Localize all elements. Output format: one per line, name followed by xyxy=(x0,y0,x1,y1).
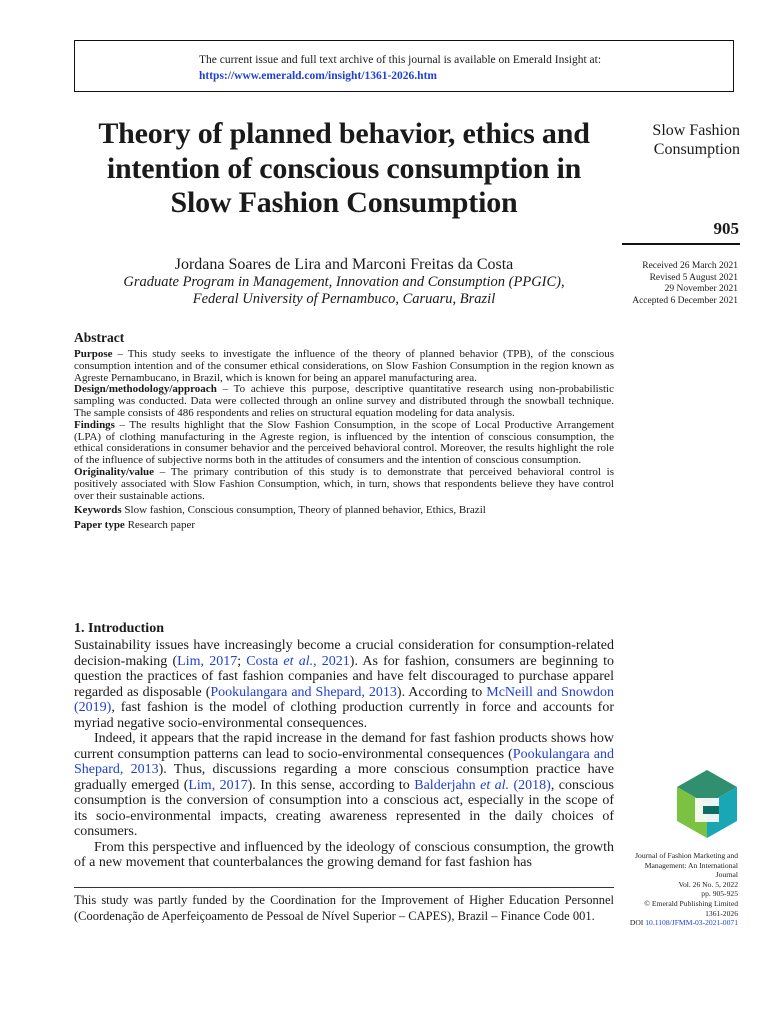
article-title: Theory of planned behavior, ethics and intention of conscious consumption in Slow Fashion Consumption xyxy=(98,117,590,219)
article-authors: Jordana Soares de Lira and Marconi Freitas da Costa xyxy=(174,256,514,273)
abstract-purpose xyxy=(74,349,614,384)
intro-text: ). According to xyxy=(396,684,487,700)
received-date: Received 26 March 2021 xyxy=(642,261,738,271)
abstract-heading: Abstract xyxy=(74,330,125,345)
intro-text: ). As for fashion, consumers are beginning to question the practices of fast fashion companies and have felt discouraged to purchase apparel regarded as disposable ( xyxy=(74,653,615,700)
article-history xyxy=(610,261,738,307)
journal-pages: pp. 905-925 xyxy=(701,889,738,899)
citation-author: Costa xyxy=(246,653,284,669)
intro-text: , fast fashion is the model of clothing production currently in force and accounts for myriad negative socio-environmental consequences. xyxy=(74,700,614,731)
keywords-text: Slow fashion, Conscious consumption, Theory of planned behavior, Ethics, Brazil xyxy=(121,504,486,517)
citation-link[interactable]: Pookulangara and Shepard, 2013 xyxy=(74,746,614,777)
notice-text: The current issue and full text archive of this journal is available on Emerald Insight at: xyxy=(199,54,602,66)
paper-type-label: Paper type xyxy=(74,519,125,532)
accepted-date: Accepted 6 December 2021 xyxy=(632,295,738,306)
funding-footnote: This study was partly funded by the Coordination for the Improvement of Higher Education Personnel (Coordenação de Aperfeiçoamento de Pessoal de Nível Superior – CAPES), Brazil – Finance Code 001. xyxy=(74,893,614,923)
revised-date-1: Revised 5 August 2021 xyxy=(649,272,738,283)
abstract-section xyxy=(74,330,614,532)
journal-volume: Vol. 26 No. 5, 2022 xyxy=(678,879,738,889)
journal-availability-notice xyxy=(74,40,734,92)
journal-doi xyxy=(612,918,738,928)
intro-paragraph-2 xyxy=(74,731,614,840)
citation-link[interactable]: McNeill and Snowdon (2019) xyxy=(74,684,615,715)
running-title xyxy=(622,121,740,159)
author-affiliation xyxy=(74,274,614,308)
citation-year: , 2021 xyxy=(313,653,350,669)
page-number: 905 xyxy=(713,219,739,238)
intro-text: ). Thus, discussions regarding a more conscious consumption practice have gradually emerged ( xyxy=(74,762,614,793)
running-title-line-1: Slow Fashion xyxy=(652,122,740,139)
introduction-heading: 1. Introduction xyxy=(74,621,164,636)
findings-text: – The results highlight that the Slow Fashion Consumption, in the scope of Local Productive Arrangement (LPA) of clothing manufacturing in the Agreste region, is influenced by the intention of conscious consumption, the ethical considerations in consumer behavior and the perceived behavioral control. Moreover, the results highlight the role of the influence of subjective norms both in the attitudes of consumers and the intention of conscious consumption. xyxy=(74,418,614,467)
intro-text: ; xyxy=(237,653,247,669)
design-text: – To achieve this purpose, descriptive quantitative research using non-probabilistic sampling was conducted. Data were collected through an online survey and distributed through the snowball technique. The sample consists of 486 respondents and relies on structural equation modeling for data analysis. xyxy=(74,383,614,419)
citation-link[interactable]: Pookulangara and Shepard, 2013 xyxy=(210,684,397,700)
abstract-keywords xyxy=(74,505,614,517)
journal-issn: 1361-2026 xyxy=(705,908,738,918)
purpose-text: – This study seeks to investigate the influence of the theory of planned behavior (TPB), of the conscious consumption intention and of the consumer ethical considerations, on Slow Fashion Consumption in the region known as Agreste Pernambucano, in Brazil, which is known for being an apparel manufacturing area. xyxy=(74,348,614,384)
intro-text: Sustainability issues have increasingly become a crucial consideration for consumption-related decision-making ( xyxy=(74,638,614,669)
doi-label: DOI xyxy=(629,918,644,928)
abstract-design xyxy=(74,384,614,419)
purpose-label: Purpose xyxy=(74,348,113,360)
affiliation-line-2: Federal University of Pernambuco, Caruaru, Brazil xyxy=(192,291,496,307)
journal-name-line-3: Journal xyxy=(715,870,738,880)
introduction-section xyxy=(74,621,614,871)
footnote-divider xyxy=(74,887,614,888)
originality-text: – The primary contribution of this study is to demonstrate that perceived behavioral control is positively associated with Slow Fashion Consumption, which, in turn, shows that respondents believe they have control over their sustainable actions. xyxy=(74,465,614,502)
intro-text: , conscious consumption is the conversion of consumption into a conscious act, especially in the scope of its socio-environmental impacts, creating awareness represented in the daily choices of consumers. xyxy=(74,777,614,839)
journal-name-line-2: Management: An International xyxy=(644,860,738,870)
abstract-originality xyxy=(74,467,614,502)
intro-paragraph-3: From this perspective and influenced by the ideology of conscious consumption, the growth of a new movement that counterbalances the growing demand for fast fashion has xyxy=(74,839,614,870)
citation-etal: et al. xyxy=(480,777,510,793)
citation-author: Balderjahn xyxy=(414,777,481,793)
journal-publisher: © Emerald Publishing Limited xyxy=(644,898,738,908)
emerald-logo-icon xyxy=(673,768,741,840)
citation-link[interactable] xyxy=(246,654,350,669)
citation-year: (2018) xyxy=(509,777,551,793)
journal-name-line-1: Journal of Fashion Marketing and xyxy=(635,851,738,860)
journal-url-link[interactable]: https://www.emerald.com/insight/1361-2026.htm xyxy=(199,70,437,82)
abstract-paper-type xyxy=(74,520,614,532)
design-label: Design/methodology/approach xyxy=(74,383,217,396)
citation-link[interactable]: Lim, 2017 xyxy=(188,777,248,793)
doi-link[interactable]: 10.1108/JFMM-03-2021-0071 xyxy=(645,918,738,928)
revised-date-2: 29 November 2021 xyxy=(664,284,738,294)
originality-label: Originality/value xyxy=(74,465,155,478)
citation-etal: et al. xyxy=(283,653,314,669)
logo-inner-shade xyxy=(703,806,719,814)
paper-type-text: Research paper xyxy=(124,519,196,532)
journal-info xyxy=(612,851,738,928)
page-number-rule xyxy=(622,243,740,245)
intro-text: Indeed, it appears that the rapid increase in the demand for fast fashion products shows how current consumption patterns can lead to socio-environmental consequences ( xyxy=(74,731,614,762)
running-title-line-2: Consumption xyxy=(653,141,740,158)
abstract-findings xyxy=(74,420,614,467)
findings-label: Findings xyxy=(74,418,115,431)
citation-link[interactable] xyxy=(414,778,551,793)
intro-paragraph-1 xyxy=(74,638,614,731)
affiliation-line-1: Graduate Program in Management, Innovation and Consumption (PPGIC), xyxy=(123,274,565,290)
intro-text: ). In this sense, according to xyxy=(247,777,415,793)
keywords-label: Keywords xyxy=(74,504,122,517)
citation-link[interactable]: Lim, 2017 xyxy=(177,653,238,669)
